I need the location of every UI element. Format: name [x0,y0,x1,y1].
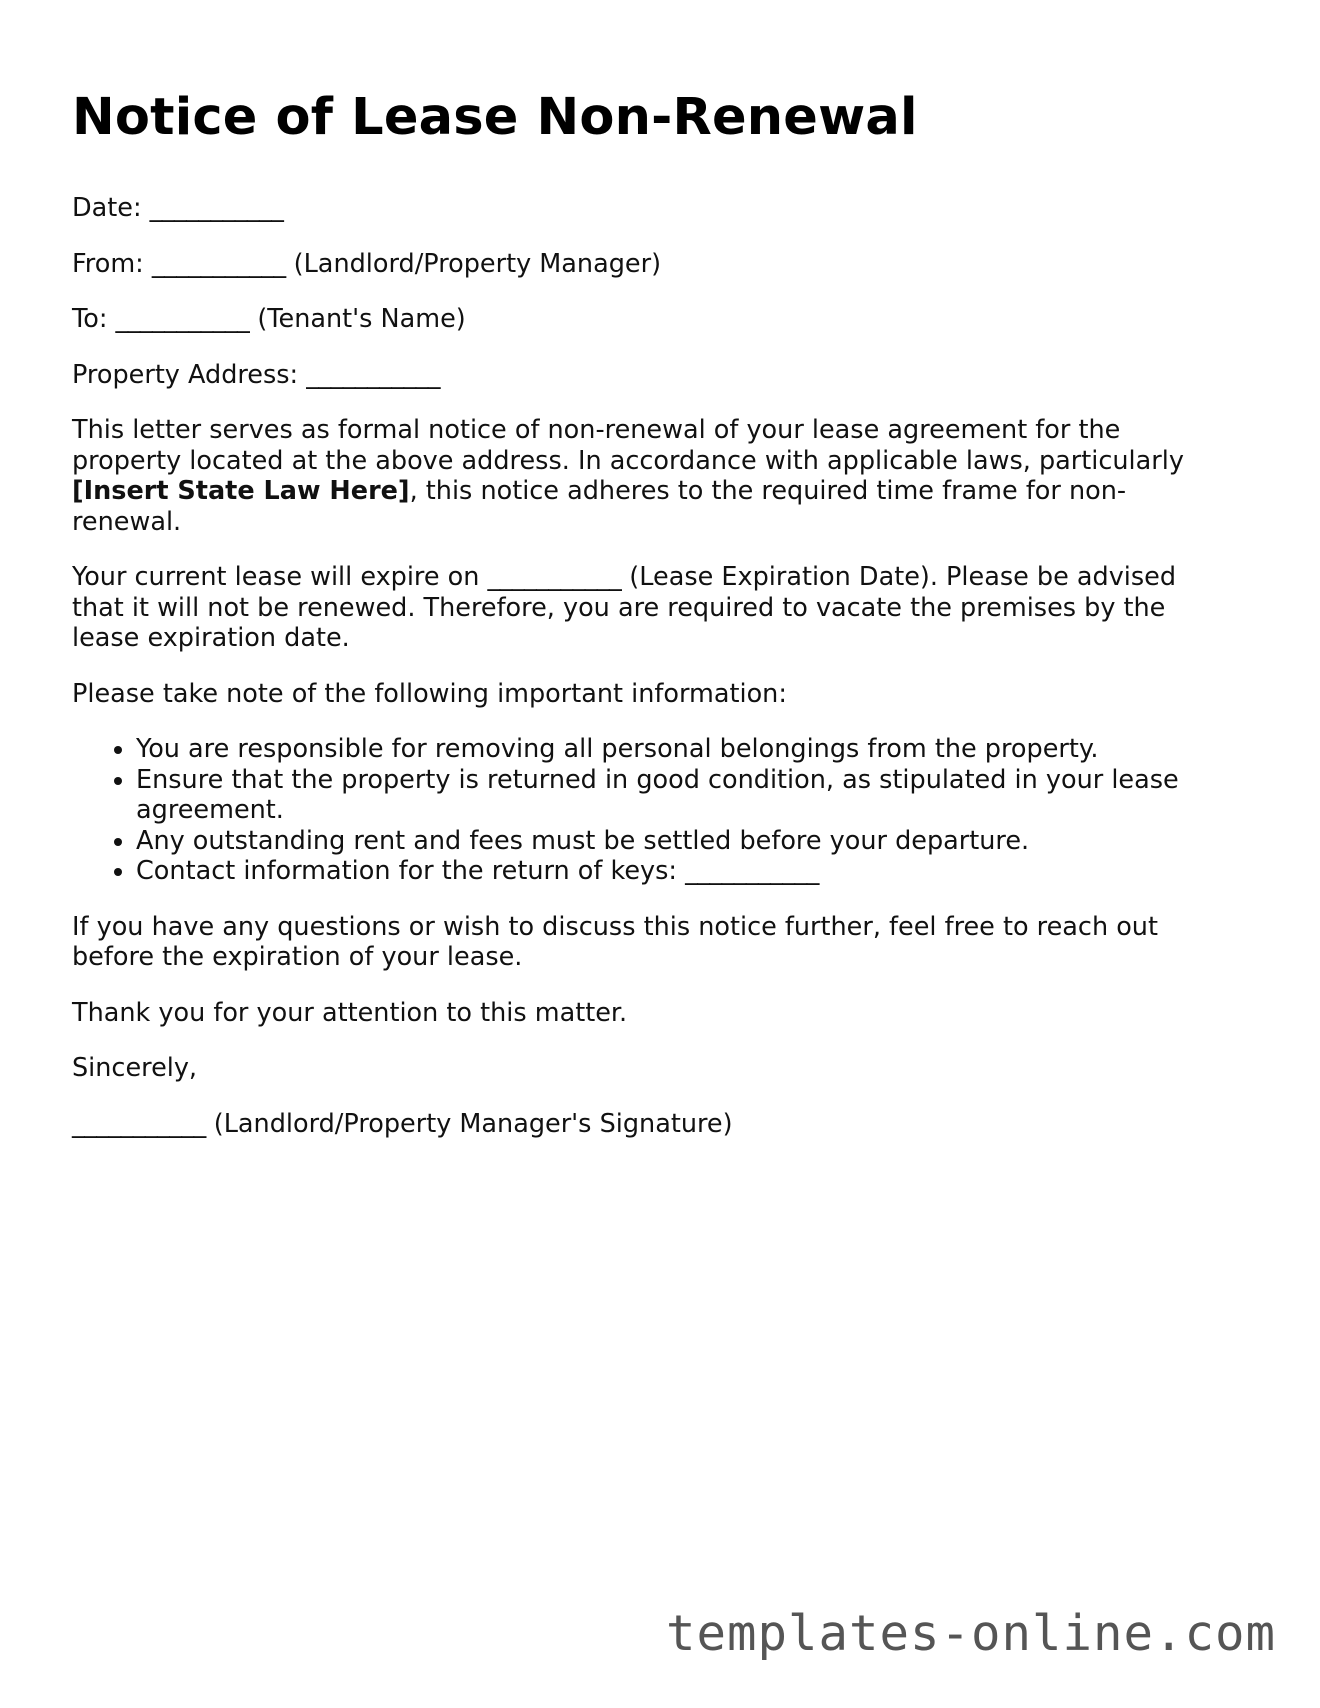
state-law-placeholder: [Insert State Law Here] [72,476,410,507]
list-item: • Any outstanding rent and fees must be settled before your departure. [136,826,1212,857]
address-blank: ___________ [306,359,440,390]
from-line [72,249,1212,280]
address-line [72,360,1212,391]
date-blank: ___________ [149,193,284,224]
from-blank: ___________ [151,248,286,279]
from-label: From: [72,248,144,279]
questions-paragraph: If you have any questions or wish to discuss this notice further, feel free to reach out before the expiration of your lease. [72,911,1158,973]
thanks-line: Thank you for your attention to this matter. [72,997,628,1028]
expiration-blank: ___________ [487,562,622,593]
list-item: • Ensure that the property is returned in good condition, as stipulated in your lease agreement. [136,765,1212,826]
to-blank: ___________ [115,304,250,335]
from-note: (Landlord/Property Manager) [293,248,662,279]
info-list [72,734,1212,887]
date-label: Date: [72,193,142,224]
notice-text-rest: , this notice adheres to the required time frame for non-renewal. [72,476,1127,537]
notice-text: This letter serves as formal notice of non-renewal of your lease agreement for the property located at the above address. In accordance with applicable laws, particularly [72,415,1184,476]
date-line [72,193,1212,224]
list-item: • You are responsible for removing all personal belongings from the property. [136,734,1212,765]
keys-text: Contact information for the return of keys: [136,856,686,887]
to-label: To: [72,304,108,335]
closing-line: Sincerely, [72,1053,198,1084]
note-intro: Please take note of the following important information: [72,678,787,709]
expiration-text: Your current lease will expire on [72,562,488,593]
keys-blank: ___________ [685,856,819,887]
address-label: Property Address: [72,359,299,390]
to-line [72,304,1212,335]
expiration-text-rest: (Lease Expiration Date). Please be advised that it will not be renewed. Therefore, you are required to vacate the premises by the lease expiration date. [72,562,1177,654]
notice-paragraph [72,415,1212,537]
expiration-paragraph [72,562,1212,654]
signature-note: (Landlord/Property Manager's Signature) [213,1108,733,1139]
list-item-keys [136,856,1212,887]
to-note: (Tenant's Name) [257,304,466,335]
document-page [72,88,1212,1164]
document-title: Notice of Lease Non-Renewal [72,88,918,147]
signature-blank: ___________ [72,1108,206,1139]
signature-line [72,1109,1212,1140]
watermark-text: templates-online.com [665,1605,1276,1662]
